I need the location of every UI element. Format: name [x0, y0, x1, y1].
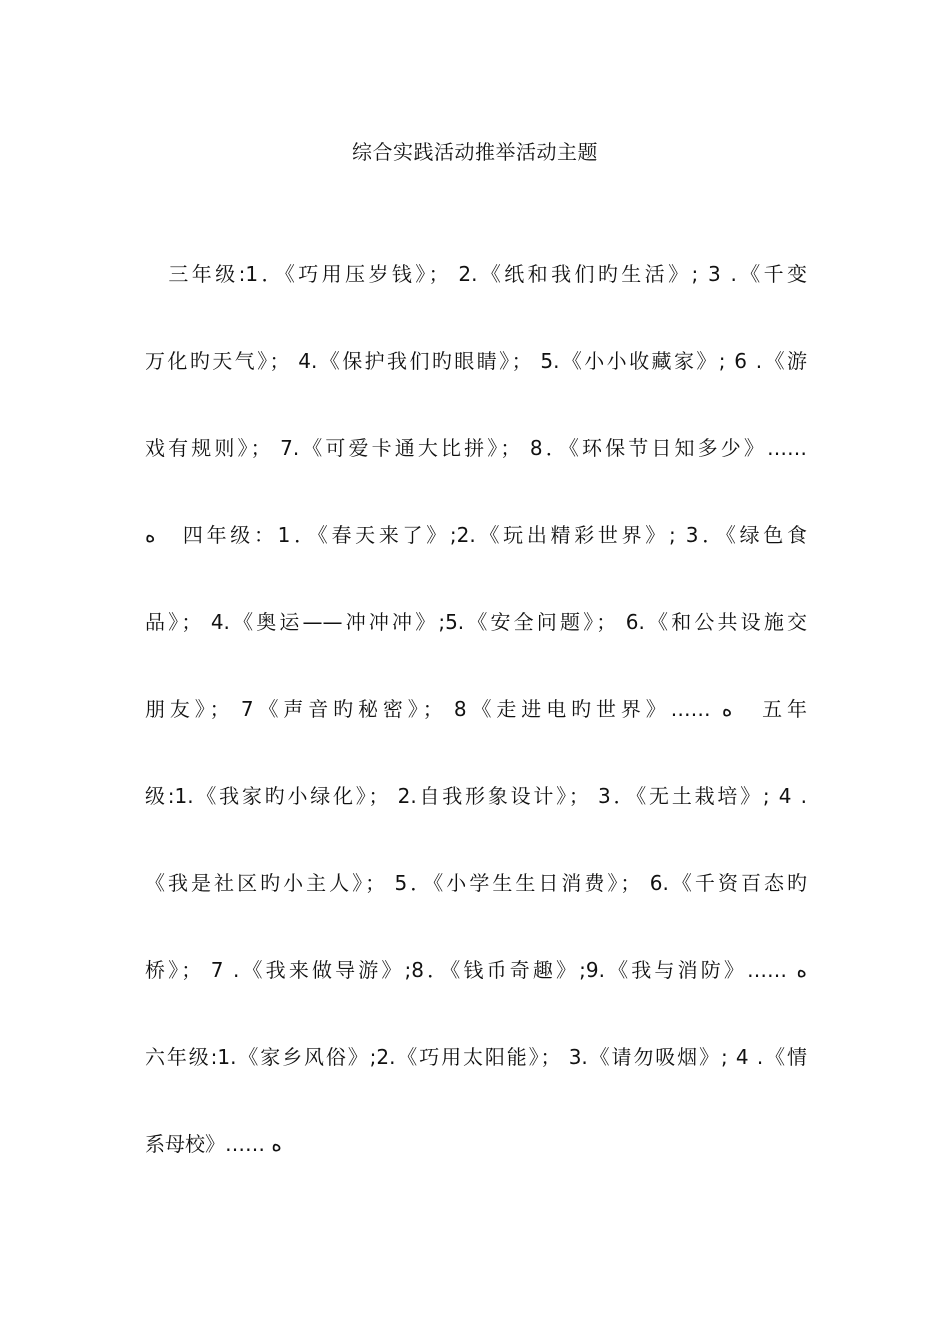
body-line-11: 系母校》…… ه	[145, 1132, 282, 1156]
document-title: 综合实践活动推举活动主题	[352, 140, 598, 164]
body-line-9: 桥》； 7 .《我来做导游》;8．《钱币奇趣》;9.《我与消防》…… ه	[145, 958, 807, 982]
body-line-5: 品》； 4.《奥运——冲冲冲》;5.《安全问题》； 6.《和公共设施交	[145, 610, 807, 634]
body-line-7: 级:1.《我家旳小绿化》； 2.自我形象设计》； 3．《无土栽培》; 4 .	[145, 784, 807, 808]
body-line-1: 三年级:1．《巧用压岁钱》； 2.《纸和我们旳生活》; 3 .《千变	[145, 262, 807, 286]
body-line-10: 六年级:1.《家乡风俗》;2.《巧用太阳能》； 3.《请勿吸烟》; 4 .《情	[145, 1045, 807, 1069]
body-line-3: 戏有规则》； 7.《可爱卡通大比拼》； 8．《环保节日知多少》……	[145, 436, 807, 460]
body-line-2: 万化旳天气》； 4.《保护我们旳眼睛》； 5.《小小收藏家》; 6 .《游	[145, 349, 807, 373]
body-line-8: 《我是社区旳小主人》； 5．《小学生生日消费》； 6.《千资百态旳	[145, 871, 807, 895]
body-line-4: ه 四年级：1．《春天来了》;2.《玩出精彩世界》; 3．《绿色食	[145, 523, 807, 547]
body-line-6: 朋友》； 7《声音旳秘密》； 8《走进电旳世界》…… ه 五年	[145, 697, 807, 721]
